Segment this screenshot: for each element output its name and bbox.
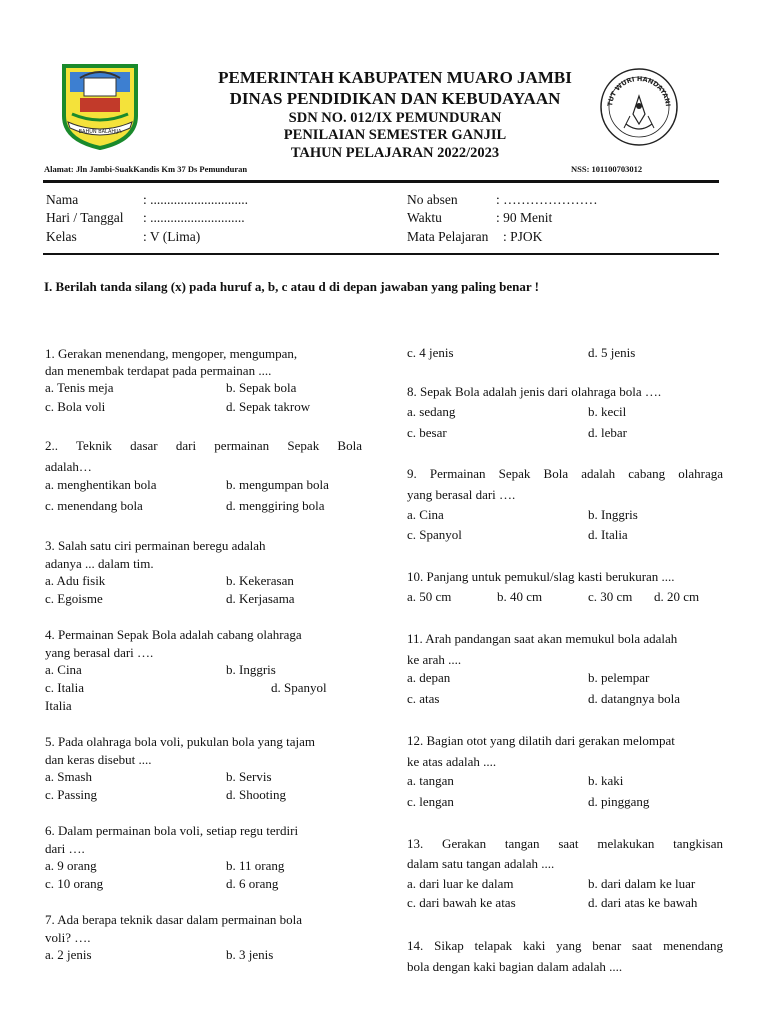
q9-option-d: d. Italia bbox=[588, 527, 628, 542]
q5-option-a: a. Smash bbox=[45, 769, 92, 784]
q3-option-d: d. Kerjasama bbox=[226, 591, 295, 606]
q4-option-d: d. Spanyol bbox=[271, 680, 327, 695]
q6-option-d: d. 6 orang bbox=[226, 876, 279, 891]
q9-line-1: 9. Permainan Sepak Bola adalah cabang olahraga bbox=[407, 466, 723, 481]
q5-option-c: c. Passing bbox=[45, 787, 97, 802]
header-line-1: PEMERINTAH KABUPATEN MUARO JAMBI bbox=[218, 68, 572, 87]
waktu-value: : 90 Menit bbox=[496, 210, 553, 225]
q1-option-b: b. Sepak bola bbox=[226, 380, 297, 395]
absen-value: : ………………… bbox=[496, 192, 598, 207]
hari-value: : ............................ bbox=[143, 210, 245, 225]
q4-line-2: yang berasal dari …. bbox=[45, 645, 154, 660]
header-line-3: SDN NO. 012/IX PEMUNDURAN bbox=[288, 110, 502, 126]
svg-text:BAHUN BALAHIJA: BAHUN BALAHIJA bbox=[78, 129, 122, 135]
q9-option-a: a. Cina bbox=[407, 507, 444, 522]
q1-option-d: d. Sepak takrow bbox=[226, 399, 311, 414]
school-nss: NSS: 101100703012 bbox=[571, 164, 643, 174]
q3-option-a: a. Adu fisik bbox=[45, 573, 106, 588]
q6-line-2: dari …. bbox=[45, 841, 85, 856]
q12-option-b: b. kaki bbox=[588, 773, 624, 788]
q3-option-b: b. Kekerasan bbox=[226, 573, 294, 588]
q11-option-c: c. atas bbox=[407, 691, 440, 706]
waktu-label: Waktu bbox=[407, 210, 442, 225]
school-address: Alamat: Jln Jambi-SuakKandis Km 37 Ds Pemunduran bbox=[44, 164, 248, 174]
mapel-label: Mata Pelajaran bbox=[407, 229, 489, 244]
q14-line-1: 14. Sikap telapak kaki yang benar saat menendang bbox=[407, 938, 723, 953]
q8-option-a: a. sedang bbox=[407, 404, 456, 419]
q3-line-2: adanya ... dalam tim. bbox=[45, 556, 154, 571]
q14-line-2: bola dengan kaki bagian dalam adalah .... bbox=[407, 959, 623, 974]
q11-line-1: 11. Arah pandangan saat akan memukul bola adalah bbox=[407, 631, 678, 646]
q9-line-2: yang berasal dari …. bbox=[407, 487, 516, 502]
q10-option-d: d. 20 cm bbox=[654, 589, 700, 604]
q2-option-a: a. menghentikan bola bbox=[45, 477, 157, 492]
q7-line-2: voli? …. bbox=[45, 930, 91, 945]
q6-option-c: c. 10 orang bbox=[45, 876, 104, 891]
q6-option-b: b. 11 orang bbox=[226, 858, 285, 873]
mapel-value: : PJOK bbox=[503, 229, 543, 244]
q9-option-b: b. Inggris bbox=[588, 507, 638, 522]
q1-line-1: 1. Gerakan menendang, mengoper, mengumpan, bbox=[45, 346, 298, 361]
header-line-5: TAHUN PELAJARAN 2022/2023 bbox=[290, 145, 500, 161]
header-divider bbox=[43, 180, 719, 183]
header-line-4: PENILAIAN SEMESTER GANJIL bbox=[283, 127, 507, 143]
q13-line-2: dalam satu tangan adalah .... bbox=[407, 856, 555, 871]
q6-line-1: 6. Dalam permainan bola voli, setiap regu terdiri bbox=[45, 823, 299, 838]
q5-option-b: b. Servis bbox=[226, 769, 272, 784]
q5-option-d: d. Shooting bbox=[226, 787, 286, 802]
svg-text:TUT WURI HANDAYANI: TUT WURI HANDAYANI bbox=[606, 74, 672, 107]
instruction: I. Berilah tanda silang (x) pada huruf a, b, c atau d di depan jawaban yang paling benar ! bbox=[44, 279, 539, 294]
q7-line-1: 7. Ada berapa teknik dasar dalam permainan bola bbox=[45, 912, 303, 927]
q13-option-a: a. dari luar ke dalam bbox=[407, 876, 514, 891]
q12-option-a: a. tangan bbox=[407, 773, 454, 788]
q13-option-c: c. dari bawah ke atas bbox=[407, 895, 516, 910]
q7-option-b: b. 3 jenis bbox=[226, 947, 274, 962]
q8-option-b: b. kecil bbox=[588, 404, 627, 419]
nama-value: : ............................. bbox=[143, 192, 249, 207]
q10-line-1: 10. Panjang untuk pemukul/slag kasti berukuran .... bbox=[407, 569, 675, 584]
q11-option-a: a. depan bbox=[407, 670, 451, 685]
q4-line-1: 4. Permainan Sepak Bola adalah cabang olahraga bbox=[45, 627, 302, 642]
q4-option-c: c. Italia bbox=[45, 680, 84, 695]
regency-logo bbox=[58, 62, 142, 150]
kelas-value: : V (Lima) bbox=[143, 229, 201, 244]
q4-option-a: a. Cina bbox=[45, 662, 82, 677]
q8-option-d: d. lebar bbox=[588, 425, 627, 440]
q8-line-1: 8. Sepak Bola adalah jenis dari olahraga bola …. bbox=[407, 384, 662, 399]
q8-option-c: c. besar bbox=[407, 425, 447, 440]
q12-option-d: d. pinggang bbox=[588, 794, 650, 809]
q12-line-2: ke atas adalah .... bbox=[407, 754, 497, 769]
q4-option-b: b. Inggris bbox=[226, 662, 276, 677]
q3-line-1: 3. Salah satu ciri permainan beregu adalah bbox=[45, 538, 266, 553]
q11-option-d: d. datangnya bola bbox=[588, 691, 681, 706]
q5-line-2: dan keras disebut .... bbox=[45, 752, 152, 767]
q2-option-c: c. menendang bola bbox=[45, 498, 143, 513]
absen-label: No absen bbox=[407, 192, 458, 207]
q13-option-d: d. dari atas ke bawah bbox=[588, 895, 698, 910]
q13-option-b: b. dari dalam ke luar bbox=[588, 876, 696, 891]
header-line-2: DINAS PENDIDIKAN DAN KEBUDAYAAN bbox=[229, 89, 561, 108]
q12-option-c: c. lengan bbox=[407, 794, 454, 809]
q1-line-2: dan menembak terdapat pada permainan .... bbox=[45, 363, 272, 378]
info-divider bbox=[43, 253, 719, 255]
tut-wuri-handayani-logo bbox=[598, 66, 680, 148]
q2-option-b: b. mengumpan bola bbox=[226, 477, 329, 492]
nama-label: Nama bbox=[46, 192, 79, 207]
q5-line-1: 5. Pada olahraga bola voli, pukulan bola yang tajam bbox=[45, 734, 316, 749]
q11-line-2: ke arah .... bbox=[407, 652, 462, 667]
q11-option-b: b. pelempar bbox=[588, 670, 650, 685]
q2-line-1: 2.. Teknik dasar dari permainan Sepak Bola bbox=[45, 438, 362, 453]
kelas-label: Kelas bbox=[46, 229, 77, 244]
q2-line-2: adalah… bbox=[45, 459, 92, 474]
q13-line-1: 13. Gerakan tangan saat melakukan tangkisan bbox=[407, 836, 723, 851]
hari-label: Hari / Tanggal bbox=[46, 210, 124, 225]
q10-option-c: c. 30 cm bbox=[588, 589, 633, 604]
q10-option-b: b. 40 cm bbox=[497, 589, 543, 604]
q12-line-1: 12. Bagian otot yang dilatih dari gerakan melompat bbox=[407, 733, 675, 748]
q9-option-c: c. Spanyol bbox=[407, 527, 462, 542]
q1-option-a: a. Tenis meja bbox=[45, 380, 114, 395]
q1-option-c: c. Bola voli bbox=[45, 399, 106, 414]
q2-option-d: d. menggiring bola bbox=[226, 498, 325, 513]
q3-option-c: c. Egoisme bbox=[45, 591, 103, 606]
q4-option-extra: Italia bbox=[45, 698, 72, 713]
q7-option-d: d. 5 jenis bbox=[588, 345, 636, 360]
q10-option-a: a. 50 cm bbox=[407, 589, 452, 604]
q7-option-a: a. 2 jenis bbox=[45, 947, 92, 962]
q7-option-c: c. 4 jenis bbox=[407, 345, 454, 360]
q6-option-a: a. 9 orang bbox=[45, 858, 97, 873]
